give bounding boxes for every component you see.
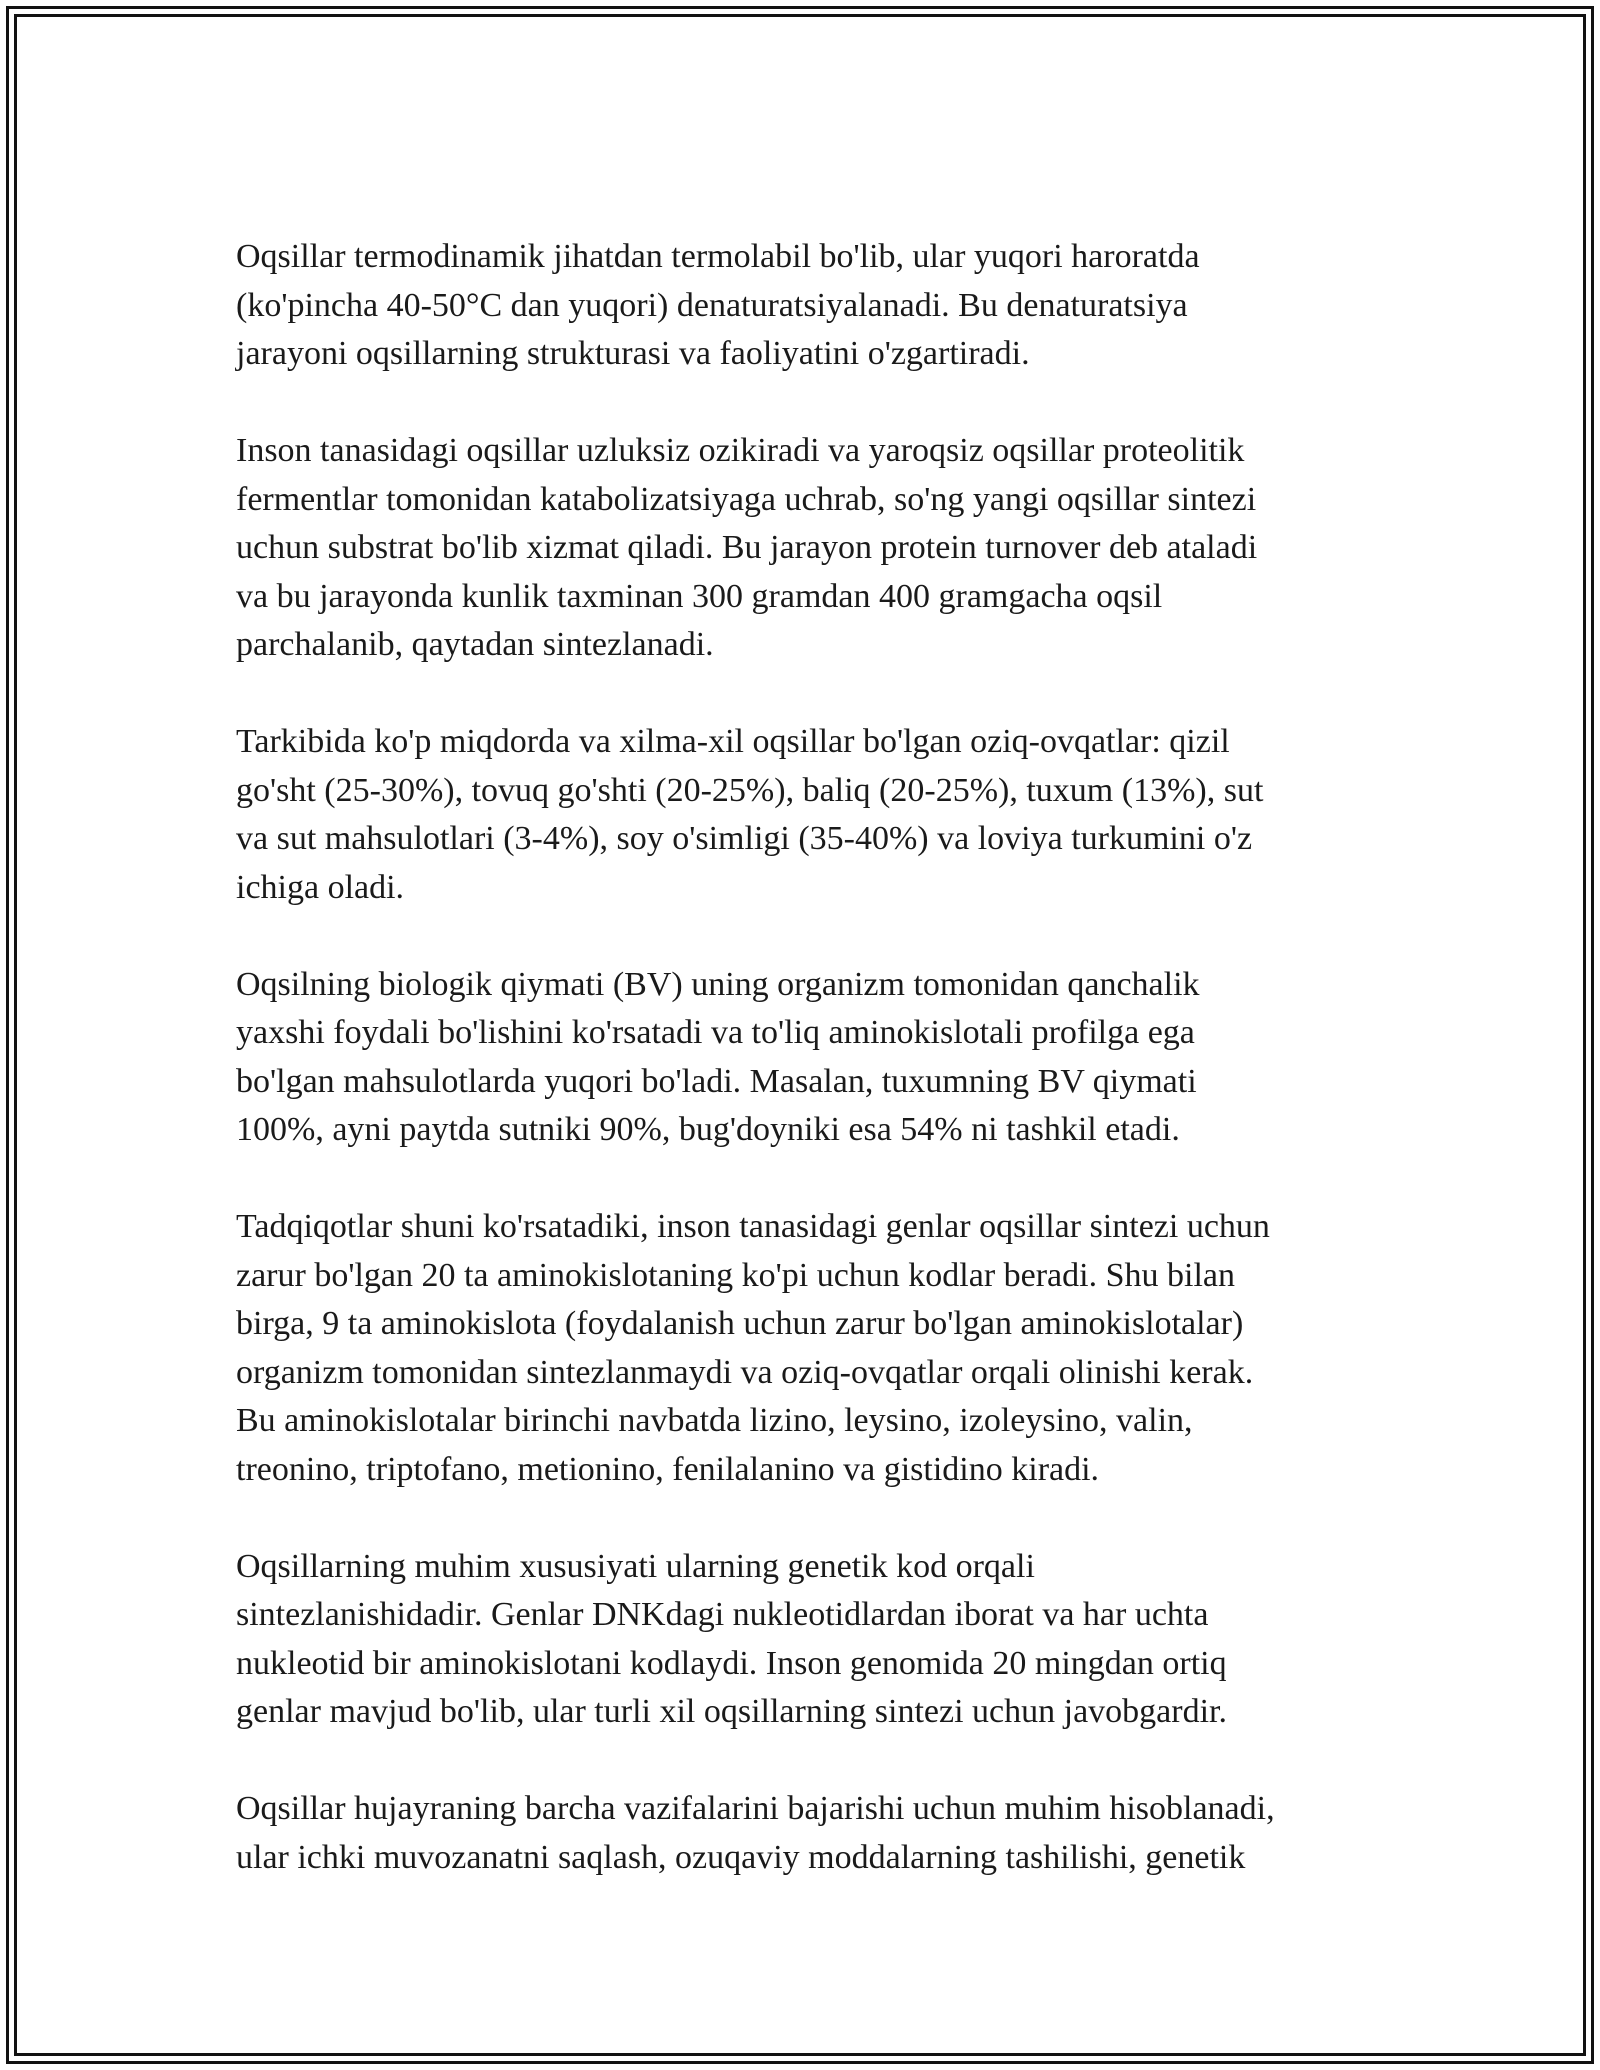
paragraph-5 [236,1203,1366,1494]
text-line: organizm tomonidan sintezlanmaydi va oziq-ovqatlar orqali olinishi kerak. [236,1353,1254,1391]
paragraph-7 [236,1785,1366,1882]
paragraph-3 [236,718,1366,912]
text-line: uchun substrat bo'lib xizmat qiladi. Bu jarayon protein turnover deb ataladi [236,529,1258,566]
text-line: fermentlar tomonidan katabolizatsiyaga uchrab, so'ng yangi oqsillar sintezi [236,480,1257,518]
text-line: Oqsillar termodinamik jihatdan termolabil bo'lib, ular yuqori haroratda [236,238,1200,275]
document-body [236,233,1366,1931]
text-line: Tadqiqotlar shuni ko'rsatadiki, inson tanasidagi genlar oqsillar sintezi uchun [236,1208,1270,1245]
text-line: bo'lgan mahsulotlarda yuqori bo'ladi. Masalan, tuxumning BV qiymati [236,1062,1197,1100]
text-line: treonino, triptofano, metionino, fenilalanino va gistidino kiradi. [236,1450,1100,1488]
text-line: 100%, ayni paytda sutniki 90%, bug'doyniki esa 54% ni tashkil etadi. [236,1111,1180,1148]
text-line: birga, 9 ta aminokislota (foydalanish uchun zarur bo'lgan aminokislotalar) [236,1305,1244,1342]
text-line: genlar mavjud bo'lib, ular turli xil oqsillarning sintezi uchun javobgardir. [236,1693,1227,1730]
text-line: go'sht (25-30%), tovuq go'shti (20-25%), baliq (20-25%), tuxum (13%), sut [236,771,1264,809]
text-line: va sut mahsulotlari (3-4%), soy o'simligi (35-40%) va loviya turkumini o'z [236,820,1253,857]
paragraph-6 [236,1543,1366,1737]
text-line: sintezlanishidadir. Genlar DNKdagi nukleotidlardan iborat va har uchta [236,1596,1209,1633]
paragraph-4 [236,961,1366,1155]
text-line: Oqsillarning muhim xususiyati ularning genetik kod orqali [236,1547,1035,1585]
text-line: Tarkibida ko'p miqdorda va xilma-xil oqsillar bo'lgan oziq-ovqatlar: qizil [236,723,1230,760]
text-line: yaxshi foydali bo'lishini ko'rsatadi va to'liq aminokislotali profilga ega [236,1014,1195,1051]
text-line: ular ichki muvozanatni saqlash, ozuqaviy moddalarning tashilishi, genetik [236,1838,1246,1876]
text-line: zarur bo'lgan 20 ta aminokislotaning ko'pi uchun kodlar beradi. Shu bilan [236,1256,1235,1294]
paragraph-1 [236,233,1366,379]
text-line: Inson tanasidagi oqsillar uzluksiz ozikiradi va yaroqsiz oqsillar proteolitik [236,432,1245,469]
text-line: Oqsilning biologik qiymati (BV) uning organizm tomonidan qanchalik [236,965,1200,1003]
text-line: (ko'pincha 40-50°C dan yuqori) denaturatsiyalanadi. Bu denaturatsiya [236,286,1188,324]
text-line: Oqsillar hujayraning barcha vazifalarini bajarishi uchun muhim hisoblanadi, [236,1790,1275,1827]
text-line: va bu jarayonda kunlik taxminan 300 gramdan 400 gramgacha oqsil [236,577,1163,615]
text-line: parchalanib, qaytadan sintezlanadi. [236,626,714,663]
text-line: Bu aminokislotalar birinchi navbatda lizino, leysino, izoleysino, valin, [236,1402,1193,1439]
text-line: ichiga oladi. [236,868,405,906]
text-line: jarayoni oqsillarning strukturasi va faoliyatini o'zgartiradi. [236,335,1030,372]
paragraph-2 [236,427,1366,670]
text-line: nukleotid bir aminokislotani kodlaydi. Inson genomida 20 mingdan ortiq [236,1644,1227,1682]
